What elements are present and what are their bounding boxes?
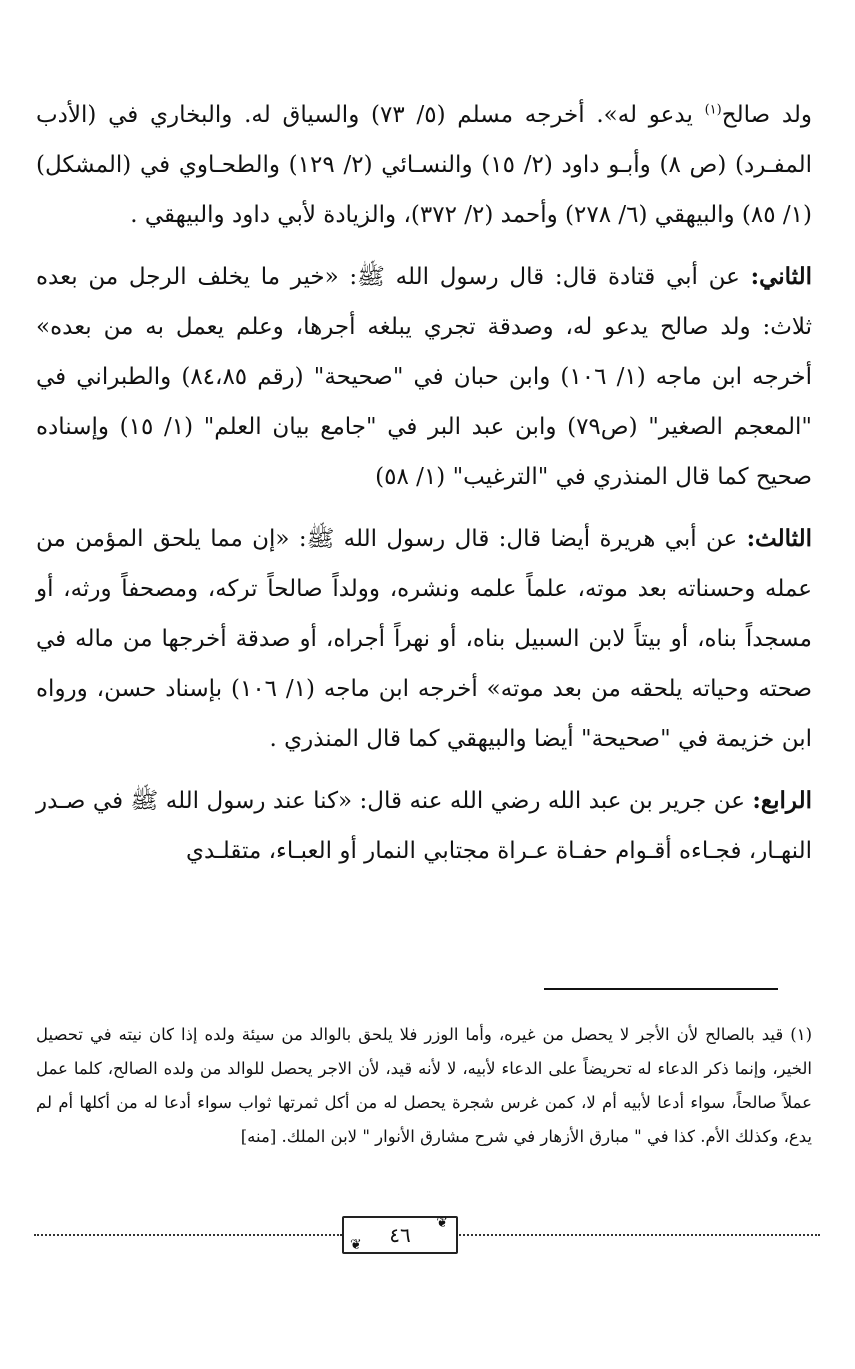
- footnote-separator: [544, 988, 778, 990]
- page-footer: [34, 1210, 820, 1253]
- footnote-text: قيد بالصالح لأن الأجر لا يحصل من غيره، وأما الوزر فلا يلحق بالوالد من سيئة ولده إذا كان نيته في تحصيل الخير، وإنما ذكر الدعاء له تحريضاً على الدعاء لأبيه، لا لأنه قيد، لأن الاجر يحصل للوالد من ولده الصالح، كلما عمل عملاً صالحاً، سواء أدعا لأبيه أم لا، كمن غرس شجرة يحصل له من أكل ثمرتها ثواب سواء أدعا له من أكلها أم لم يدع، وكذلك الأم. كذا في " مبارق الأزهار في شرح مشارق الأنوار " لابن الملك. [منه]: [36, 1025, 812, 1146]
- text-segment: ولد صالح: [721, 102, 813, 128]
- ornament-icon: ❦: [350, 1237, 362, 1253]
- paragraph-body: عن أبي هريرة أيضا قال: قال رسول الله ﷺ: «إن مما يلحق المؤمن من عمله وحسناته بعد موته، علماً علمه ونشره، وولداً صالحاً تركه، ومصحفاً ورثه، أو مسجداً بناه، أو بيتاً لابن السبيل بناه، أو نهراً أجراه، أو صدقة أخرجها من ماله في صحته وحياته يلحقه من بعد موته» أخرجه ابن ماجه (١/ ١٠٦) بإسناد حسن، ورواه ابن خزيمة في "صحيحة" أيضا والبيهقي كما قال المنذري .: [36, 526, 812, 752]
- paragraph-hadith-intro-continuation: [36, 90, 812, 240]
- section-label-second: الثاني:: [750, 263, 812, 290]
- paragraph-third: [36, 514, 812, 764]
- footnote: [36, 1018, 812, 1154]
- page-number-frame: [342, 1216, 458, 1254]
- text-segment: يدعو له». أخرجه مسلم (٥/ ٧٣) والسياق له. والبخاري في (الأدب المفـرد) (ص ٨) وأبـو داود (٢/ ١٥) والنسـائي (٢/ ١٢٩) والطحـاوي في (المشكل) (١/ ٨٥) والبيهقي (٦/ ٢٧٨) وأحمد (٢/ ٣٧٢)، والزيادة لأبي داود والبيهقي .: [36, 102, 813, 228]
- dotted-rule-right: [456, 1234, 820, 1236]
- paragraph-fourth: [36, 776, 812, 876]
- ornament-icon: ❦: [436, 1215, 448, 1231]
- section-label-fourth: الرابع:: [752, 787, 812, 814]
- main-text: [36, 90, 812, 888]
- page-number: ٤٦: [389, 1223, 411, 1247]
- paragraph-second: [36, 252, 812, 502]
- paragraph-body: عن جرير بن عبد الله رضي الله عنه قال: «كنا عند رسول الله ﷺ في صـدر النهـار، فجـاءه أقـوام حفـاة عـراة مجتابي النمار أو العبـاء، متقلـدي: [36, 788, 812, 864]
- paragraph-body: عن أبي قتادة قال: قال رسول الله ﷺ: «خير ما يخلف الرجل من بعده ثلاث: ولد صالح يدعو له، وصدقة تجري يبلغه أجرها، وعلم يعمل به من بعده» أخرجه ابن ماجه (١/ ١٠٦) وابن حبان في "صحيحة" (رقم ٨٤،٨٥) والطبراني في "المعجم الصغير" (ص٧٩) وابن عبد البر في "جامع بيان العلم" (١/ ١٥) وإسناده صحيح كما قال المنذري في "الترغيب" (١/ ٥٨): [36, 264, 813, 490]
- section-label-third: الثالث:: [746, 525, 812, 552]
- footnote-reference[interactable]: (١): [704, 102, 722, 118]
- footnote-marker: (١): [790, 1025, 812, 1044]
- dotted-rule-left: [34, 1234, 342, 1236]
